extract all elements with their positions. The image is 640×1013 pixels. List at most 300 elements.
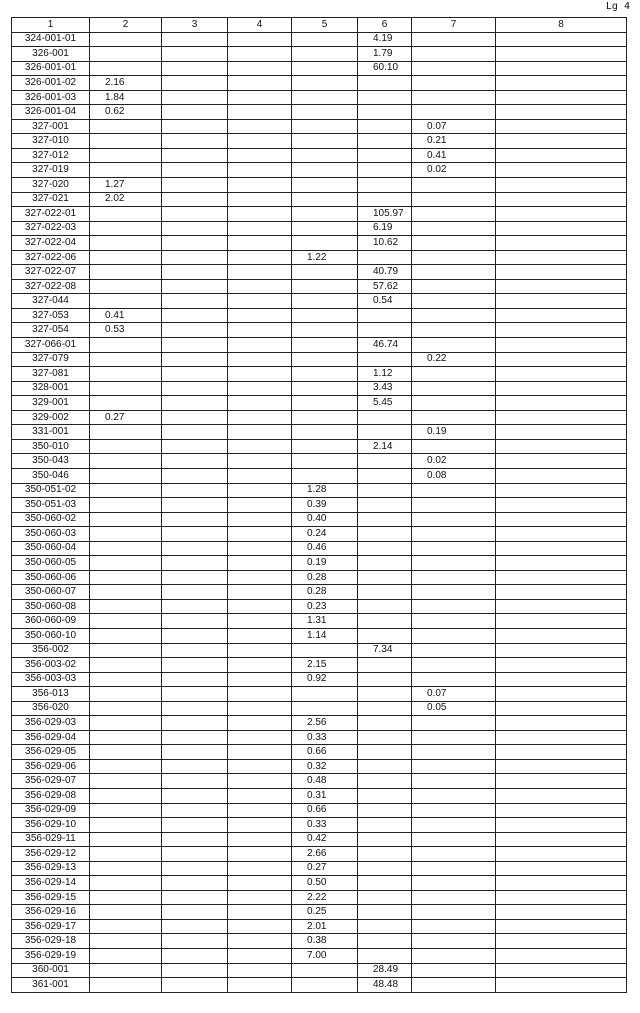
value-cell-col-8	[496, 890, 627, 905]
row-id-cell: 356-029-13	[12, 861, 90, 876]
value-cell-col-7	[412, 934, 496, 949]
value-cell-col-7	[412, 512, 496, 527]
value-cell-col-5	[292, 425, 358, 440]
value-cell-col-5: 2.66	[292, 847, 358, 862]
table-row	[12, 381, 627, 396]
value-cell-col-8	[496, 323, 627, 338]
value-cell-col-8	[496, 250, 627, 265]
value-cell-col-7	[412, 541, 496, 556]
row-id-cell: 350-051-02	[12, 483, 90, 498]
table-row	[12, 236, 627, 251]
value-cell-col-7: 0.02	[412, 454, 496, 469]
table-row	[12, 687, 627, 702]
table-row	[12, 323, 627, 338]
value-cell-col-2	[90, 818, 162, 833]
value-cell-col-7	[412, 832, 496, 847]
value-cell-col-6	[358, 570, 412, 585]
value-cell-col-7	[412, 614, 496, 629]
table-row	[12, 338, 627, 353]
value-cell-col-5: 0.28	[292, 570, 358, 585]
value-cell-col-2	[90, 148, 162, 163]
value-cell-col-7	[412, 439, 496, 454]
value-cell-col-6	[358, 556, 412, 571]
value-cell-col-2	[90, 745, 162, 760]
value-cell-col-4	[228, 61, 292, 76]
value-cell-col-8	[496, 396, 627, 411]
value-cell-col-6: 4.19	[358, 32, 412, 47]
value-cell-col-6: 7.34	[358, 643, 412, 658]
value-cell-col-5: 0.27	[292, 861, 358, 876]
value-cell-col-3	[162, 585, 228, 600]
value-cell-col-2	[90, 643, 162, 658]
value-cell-col-4	[228, 323, 292, 338]
table-row	[12, 919, 627, 934]
value-cell-col-4	[228, 148, 292, 163]
value-cell-col-6: 48.48	[358, 978, 412, 993]
value-cell-col-6: 1.79	[358, 47, 412, 62]
table-row	[12, 788, 627, 803]
value-cell-col-8	[496, 163, 627, 178]
value-cell-col-3	[162, 468, 228, 483]
value-cell-col-4	[228, 599, 292, 614]
value-cell-col-4	[228, 832, 292, 847]
value-cell-col-7	[412, 308, 496, 323]
value-cell-col-5: 0.46	[292, 541, 358, 556]
value-cell-col-5: 0.38	[292, 934, 358, 949]
row-id-cell: 327-010	[12, 134, 90, 149]
value-cell-col-2	[90, 832, 162, 847]
value-cell-col-4	[228, 716, 292, 731]
value-cell-col-7	[412, 585, 496, 600]
value-cell-col-6: 5.45	[358, 396, 412, 411]
table-header	[12, 18, 627, 33]
row-id-cell: 350-060-07	[12, 585, 90, 600]
value-cell-col-3	[162, 483, 228, 498]
value-cell-col-6	[358, 105, 412, 120]
value-cell-col-8	[496, 236, 627, 251]
table-row	[12, 76, 627, 91]
table-row	[12, 541, 627, 556]
value-cell-col-8	[496, 730, 627, 745]
value-cell-col-6	[358, 876, 412, 891]
page-label: Lg 4	[605, 1, 630, 12]
table-row	[12, 847, 627, 862]
value-cell-col-2	[90, 716, 162, 731]
value-cell-col-2	[90, 730, 162, 745]
value-cell-col-3	[162, 803, 228, 818]
value-cell-col-2	[90, 628, 162, 643]
value-cell-col-6	[358, 614, 412, 629]
value-cell-col-7: 0.21	[412, 134, 496, 149]
row-id-cell: 350-010	[12, 439, 90, 454]
value-cell-col-8	[496, 105, 627, 120]
value-cell-col-6	[358, 148, 412, 163]
value-cell-col-5	[292, 207, 358, 222]
table-row	[12, 599, 627, 614]
value-cell-col-5: 0.19	[292, 556, 358, 571]
value-cell-col-3	[162, 47, 228, 62]
row-id-cell: 356-020	[12, 701, 90, 716]
value-cell-col-4	[228, 367, 292, 382]
value-cell-col-5	[292, 279, 358, 294]
value-cell-col-8	[496, 483, 627, 498]
value-cell-col-5	[292, 148, 358, 163]
value-cell-col-6	[358, 119, 412, 134]
value-cell-col-3	[162, 556, 228, 571]
row-id-cell: 356-003-02	[12, 658, 90, 673]
value-cell-col-5	[292, 32, 358, 47]
value-cell-col-6	[358, 919, 412, 934]
value-cell-col-6	[358, 90, 412, 105]
value-cell-col-2	[90, 978, 162, 993]
value-cell-col-4	[228, 803, 292, 818]
value-cell-col-8	[496, 876, 627, 891]
row-id-cell: 356-029-03	[12, 716, 90, 731]
value-cell-col-2	[90, 759, 162, 774]
table-row	[12, 876, 627, 891]
value-cell-col-4	[228, 338, 292, 353]
value-cell-col-7	[412, 207, 496, 222]
table-row	[12, 759, 627, 774]
value-cell-col-4	[228, 628, 292, 643]
table-row	[12, 803, 627, 818]
value-cell-col-3	[162, 32, 228, 47]
value-cell-col-7	[412, 105, 496, 120]
row-id-cell: 356-003-03	[12, 672, 90, 687]
value-cell-col-5: 2.22	[292, 890, 358, 905]
value-cell-col-6	[358, 163, 412, 178]
value-cell-col-5: 0.66	[292, 803, 358, 818]
value-cell-col-5: 2.15	[292, 658, 358, 673]
value-cell-col-6	[358, 512, 412, 527]
row-id-cell: 356-029-17	[12, 919, 90, 934]
value-cell-col-8	[496, 803, 627, 818]
value-cell-col-4	[228, 818, 292, 833]
row-id-cell: 327-019	[12, 163, 90, 178]
value-cell-col-6: 3.43	[358, 381, 412, 396]
value-cell-col-7	[412, 876, 496, 891]
value-cell-col-3	[162, 381, 228, 396]
value-cell-col-2	[90, 279, 162, 294]
row-id-cell: 350-060-06	[12, 570, 90, 585]
value-cell-col-7	[412, 367, 496, 382]
row-id-cell: 327-022-03	[12, 221, 90, 236]
value-cell-col-2	[90, 425, 162, 440]
value-cell-col-8	[496, 963, 627, 978]
value-cell-col-8	[496, 119, 627, 134]
value-cell-col-3	[162, 294, 228, 309]
header-cell-8: 8	[496, 18, 627, 33]
row-id-cell: 327-022-04	[12, 236, 90, 251]
value-cell-col-8	[496, 221, 627, 236]
value-cell-col-4	[228, 934, 292, 949]
row-id-cell: 350-060-04	[12, 541, 90, 556]
value-cell-col-8	[496, 90, 627, 105]
value-cell-col-4	[228, 308, 292, 323]
value-cell-col-7	[412, 730, 496, 745]
value-cell-col-6	[358, 134, 412, 149]
value-cell-col-4	[228, 949, 292, 964]
value-cell-col-4	[228, 876, 292, 891]
value-cell-col-3	[162, 847, 228, 862]
value-cell-col-8	[496, 628, 627, 643]
table-row	[12, 527, 627, 542]
value-cell-col-6	[358, 890, 412, 905]
row-id-cell: 327-021	[12, 192, 90, 207]
value-cell-col-4	[228, 32, 292, 47]
value-cell-col-6	[358, 628, 412, 643]
value-cell-col-3	[162, 279, 228, 294]
value-cell-col-6	[358, 76, 412, 91]
table-row	[12, 774, 627, 789]
row-id-cell: 331-001	[12, 425, 90, 440]
value-cell-col-4	[228, 512, 292, 527]
row-id-cell: 361-001	[12, 978, 90, 993]
value-cell-col-8	[496, 468, 627, 483]
value-cell-col-8	[496, 716, 627, 731]
value-cell-col-7	[412, 527, 496, 542]
value-cell-col-5: 0.25	[292, 905, 358, 920]
value-cell-col-2: 0.27	[90, 410, 162, 425]
value-cell-col-4	[228, 381, 292, 396]
table-row	[12, 454, 627, 469]
value-cell-col-3	[162, 207, 228, 222]
value-cell-col-8	[496, 527, 627, 542]
value-cell-col-2	[90, 265, 162, 280]
value-cell-col-7	[412, 774, 496, 789]
value-cell-col-5: 0.92	[292, 672, 358, 687]
value-cell-col-2	[90, 163, 162, 178]
value-cell-col-6	[358, 308, 412, 323]
value-cell-col-4	[228, 439, 292, 454]
value-cell-col-5: 0.28	[292, 585, 358, 600]
value-cell-col-8	[496, 672, 627, 687]
value-cell-col-3	[162, 221, 228, 236]
table-row	[12, 163, 627, 178]
value-cell-col-3	[162, 105, 228, 120]
value-cell-col-6	[358, 483, 412, 498]
table-row	[12, 643, 627, 658]
row-id-cell: 327-022-06	[12, 250, 90, 265]
row-id-cell: 327-054	[12, 323, 90, 338]
value-cell-col-7	[412, 570, 496, 585]
row-id-cell: 329-001	[12, 396, 90, 411]
table-row	[12, 890, 627, 905]
row-id-cell: 350-060-10	[12, 628, 90, 643]
row-id-cell: 326-001-01	[12, 61, 90, 76]
value-cell-col-5	[292, 323, 358, 338]
value-cell-col-8	[496, 978, 627, 993]
value-cell-col-4	[228, 105, 292, 120]
row-id-cell: 360-001	[12, 963, 90, 978]
value-cell-col-4	[228, 759, 292, 774]
row-id-cell: 356-029-05	[12, 745, 90, 760]
table-row	[12, 250, 627, 265]
value-cell-col-2: 0.41	[90, 308, 162, 323]
value-cell-col-6	[358, 730, 412, 745]
value-cell-col-6: 46.74	[358, 338, 412, 353]
value-cell-col-6	[358, 774, 412, 789]
value-cell-col-4	[228, 483, 292, 498]
value-cell-col-6	[358, 658, 412, 673]
value-cell-col-4	[228, 468, 292, 483]
value-cell-col-8	[496, 614, 627, 629]
value-cell-col-7	[412, 498, 496, 513]
value-cell-col-5	[292, 61, 358, 76]
value-cell-col-6	[358, 832, 412, 847]
value-cell-col-3	[162, 818, 228, 833]
value-cell-col-3	[162, 178, 228, 193]
value-cell-col-5: 2.56	[292, 716, 358, 731]
row-id-cell: 360-060-09	[12, 614, 90, 629]
value-cell-col-3	[162, 236, 228, 251]
value-cell-col-3	[162, 163, 228, 178]
value-cell-col-5: 0.23	[292, 599, 358, 614]
row-id-cell: 327-012	[12, 148, 90, 163]
value-cell-col-5: 0.40	[292, 512, 358, 527]
value-cell-col-8	[496, 192, 627, 207]
table-row	[12, 963, 627, 978]
value-cell-col-8	[496, 774, 627, 789]
value-cell-col-5	[292, 367, 358, 382]
value-cell-col-5	[292, 90, 358, 105]
value-cell-col-2	[90, 47, 162, 62]
value-cell-col-4	[228, 978, 292, 993]
value-cell-col-4	[228, 454, 292, 469]
value-cell-col-6	[358, 847, 412, 862]
table-row	[12, 570, 627, 585]
value-cell-col-3	[162, 628, 228, 643]
value-cell-col-2	[90, 134, 162, 149]
value-cell-col-6: 2.14	[358, 439, 412, 454]
table-row	[12, 90, 627, 105]
value-cell-col-8	[496, 410, 627, 425]
value-cell-col-6	[358, 934, 412, 949]
value-cell-col-5: 1.31	[292, 614, 358, 629]
value-cell-col-2	[90, 221, 162, 236]
table-row	[12, 178, 627, 193]
value-cell-col-7: 0.02	[412, 163, 496, 178]
value-cell-col-5	[292, 454, 358, 469]
value-cell-col-2	[90, 294, 162, 309]
table-row	[12, 585, 627, 600]
table-row	[12, 672, 627, 687]
value-cell-col-6	[358, 352, 412, 367]
value-cell-col-7	[412, 919, 496, 934]
value-cell-col-4	[228, 658, 292, 673]
row-id-cell: 356-029-12	[12, 847, 90, 862]
row-id-cell: 327-022-08	[12, 279, 90, 294]
value-cell-col-3	[162, 643, 228, 658]
header-row	[12, 18, 627, 33]
value-cell-col-3	[162, 905, 228, 920]
table-row	[12, 148, 627, 163]
row-id-cell: 350-043	[12, 454, 90, 469]
row-id-cell: 350-060-02	[12, 512, 90, 527]
table-row	[12, 498, 627, 513]
row-id-cell: 327-001	[12, 119, 90, 134]
table-row	[12, 265, 627, 280]
value-cell-col-2	[90, 599, 162, 614]
value-cell-col-8	[496, 745, 627, 760]
value-cell-col-5	[292, 221, 358, 236]
value-cell-col-3	[162, 527, 228, 542]
value-cell-col-8	[496, 207, 627, 222]
value-cell-col-7: 0.22	[412, 352, 496, 367]
value-cell-col-4	[228, 352, 292, 367]
value-cell-col-5: 0.39	[292, 498, 358, 513]
table-row	[12, 279, 627, 294]
value-cell-col-5	[292, 76, 358, 91]
value-cell-col-5	[292, 105, 358, 120]
value-cell-col-7	[412, 221, 496, 236]
value-cell-col-7	[412, 90, 496, 105]
value-cell-col-7	[412, 279, 496, 294]
value-cell-col-4	[228, 163, 292, 178]
header-cell-5: 5	[292, 18, 358, 33]
value-cell-col-3	[162, 701, 228, 716]
value-cell-col-2: 0.53	[90, 323, 162, 338]
value-cell-col-7	[412, 76, 496, 91]
value-cell-col-8	[496, 861, 627, 876]
value-cell-col-7	[412, 61, 496, 76]
value-cell-col-2	[90, 396, 162, 411]
table-row	[12, 978, 627, 993]
value-cell-col-8	[496, 425, 627, 440]
row-id-cell: 356-029-06	[12, 759, 90, 774]
value-cell-col-2	[90, 32, 162, 47]
table-body	[12, 32, 627, 992]
value-cell-col-4	[228, 47, 292, 62]
value-cell-col-3	[162, 439, 228, 454]
value-cell-col-5: 0.24	[292, 527, 358, 542]
value-cell-col-4	[228, 672, 292, 687]
value-cell-col-4	[228, 847, 292, 862]
table-row	[12, 628, 627, 643]
value-cell-col-6	[358, 861, 412, 876]
row-id-cell: 356-029-14	[12, 876, 90, 891]
row-id-cell: 356-029-19	[12, 949, 90, 964]
row-id-cell: 356-029-15	[12, 890, 90, 905]
value-cell-col-4	[228, 919, 292, 934]
value-cell-col-4	[228, 119, 292, 134]
value-cell-col-5: 2.01	[292, 919, 358, 934]
value-cell-col-7	[412, 381, 496, 396]
value-cell-col-2	[90, 468, 162, 483]
value-cell-col-7	[412, 628, 496, 643]
row-id-cell: 356-013	[12, 687, 90, 702]
value-cell-col-8	[496, 32, 627, 47]
value-cell-col-3	[162, 934, 228, 949]
value-cell-col-6: 1.12	[358, 367, 412, 382]
value-cell-col-4	[228, 556, 292, 571]
value-cell-col-6: 57.62	[358, 279, 412, 294]
value-cell-col-6	[358, 454, 412, 469]
value-cell-col-7	[412, 47, 496, 62]
value-cell-col-3	[162, 949, 228, 964]
value-cell-col-4	[228, 425, 292, 440]
value-cell-col-5	[292, 352, 358, 367]
value-cell-col-7	[412, 32, 496, 47]
value-cell-col-2	[90, 483, 162, 498]
value-cell-col-2	[90, 61, 162, 76]
value-cell-col-3	[162, 148, 228, 163]
row-id-cell: 356-029-18	[12, 934, 90, 949]
value-cell-col-2	[90, 570, 162, 585]
value-cell-col-7	[412, 949, 496, 964]
value-cell-col-7	[412, 890, 496, 905]
value-cell-col-8	[496, 658, 627, 673]
